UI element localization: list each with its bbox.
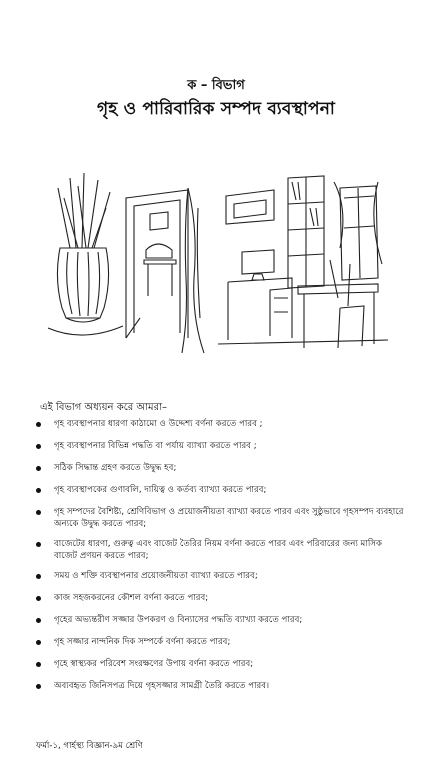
objectives-list [34, 418, 404, 702]
section-label: ক – বিভাগ [187, 78, 245, 93]
list-item: সময় ও শক্তি ব্যবস্থাপনার প্রয়োজনীয়তা ব্যাখ্যা করতে পারব; [34, 570, 404, 582]
page-footer: ফর্মা-১, গার্হস্থ্য বিজ্ঞান-৯ম শ্রেণি [36, 741, 143, 751]
bullet-icon [36, 444, 41, 449]
doorway-drawing [126, 188, 204, 353]
list-item: বাজেটের ধারণা, গুরুত্ব এবং বাজেট তৈরির নিয়ম বর্ণনা করতে পারব এবং পরিবারের জন্য মাসিক বাজেট প্রণয়ন করতে পারব; [34, 538, 404, 562]
bullet-icon [36, 510, 41, 515]
bullet-icon [36, 640, 41, 645]
list-item: গৃহ ব্যবস্থাপনার বিভিন্ন পদ্ধতি বা পর্যায় ব্যাখ্যা করতে পারব ; [34, 440, 404, 452]
list-item: গৃহে স্বাস্থ্যকর পরিবেশ সংরক্ষণের উপায় বর্ণনা করতে পারব; [34, 658, 404, 670]
list-item: গৃহের অভ্যন্তরীণ সজ্জার উপকরণ ও বিন্যাসের পদ্ধতি ব্যাখ্যা করতে পারব; [34, 614, 404, 626]
bullet-icon [36, 618, 41, 623]
list-item: গৃহ সজ্জার নান্দনিক দিক সম্পর্কে বর্ণনা করতে পারব; [34, 636, 404, 648]
household-illustration [48, 168, 388, 358]
list-item: অব্যবহৃত জিনিসপত্র দিয়ে গৃহসজ্জার সামগ্রী তৈরি করতে পারব। [34, 680, 404, 692]
list-item: গৃহ ব্যবস্থাপকের গুণাবলি, দায়িত্ব ও কর্তব্য ব্যাখ্যা করতে পারব; [34, 484, 404, 496]
intro-text: এই বিভাগ অধ্যয়ন করে আমরা– [40, 402, 168, 413]
bullet-icon [36, 466, 41, 471]
list-item: গৃহ সম্পদের বৈশিষ্ট্য, শ্রেণিবিভাগ ও প্রয়োজনীয়তা ব্যাখ্যা করতে পারব এবং সুষ্ঠুভাবে গৃহসম্পদ ব্যবহারে অন্যকে উদ্বুদ্ধ করতে পারব; [34, 506, 404, 530]
bullet-icon [36, 574, 41, 579]
bullet-icon [36, 488, 41, 493]
bullet-icon [36, 662, 41, 667]
bullet-icon [36, 596, 41, 601]
section-title: গৃহ ও পারিবারিক সম্পদ ব্যবস্থাপনা [97, 99, 335, 119]
bullet-icon [36, 422, 41, 427]
list-item: কাজ সহজকরনের কৌশল বর্ণনা করতে পারব; [34, 592, 404, 604]
list-item: সঠিক সিদ্ধান্ত গ্রহণ করতে উদ্বুদ্ধ হব; [34, 462, 404, 474]
bullet-icon [36, 684, 41, 689]
bullet-icon [36, 542, 41, 547]
list-item: গৃহ ব্যবস্থাপনার ধারণা কাঠামো ও উদ্দেশ্য বর্ণনা করতে পারব ; [34, 418, 404, 430]
study-room-drawing [218, 176, 388, 348]
vase-drawing [48, 173, 123, 335]
